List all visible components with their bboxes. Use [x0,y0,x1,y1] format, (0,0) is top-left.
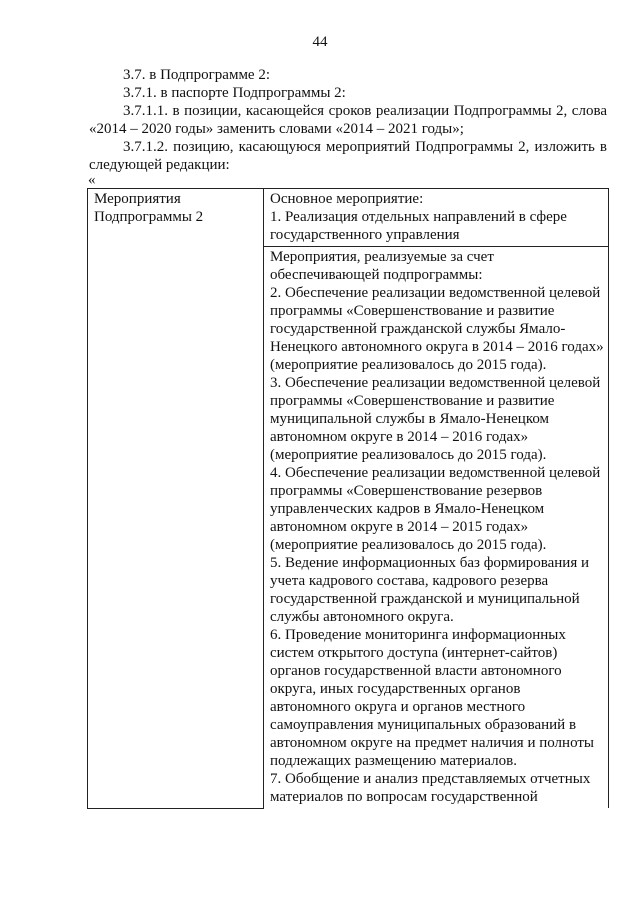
list-item: 5. Ведение информационных баз формирования и учета кадрового состава, кадрового резерва государственной гражданской и муниципальной службы автономного округа. [270,555,589,625]
list-item: 7. Обобщение и анализ представляемых отчетных материалов по вопросам государственной [270,771,591,805]
opening-quote: « [88,172,96,188]
section-3-7: 3.7. в Подпрограмме 2: [123,67,271,83]
left-label: Мероприятия Подпрограммы 2 [94,191,204,225]
left-label-cell [88,189,264,809]
section-3-7-1: 3.7.1. в паспорте Подпрограммы 2: [123,85,346,101]
provision-measures-heading: Мероприятия, реализуемые за счет обеспечивающей подпрограммы: [270,249,494,283]
table-row [88,189,609,247]
list-item: 6. Проведение мониторинга информационных систем открытого доступа (интернет-сайтов) органов государственной власти автономного округа, иных государственных органов автономного округа и органов местного самоуправления муниципальных образований в автономном округе на предмет наличия и полноты подлежащих размещению материалов. [270,627,595,769]
list-item: 4. Обеспечение реализации ведомственной целевой программы «Совершенствование резервов управленческих кадров в Ямало-Ненецком автономном округе в 2014 – 2015 годах» (мероприятие реализовалось до 2015 года). [270,465,601,553]
main-measure-heading: Основное мероприятие: [270,191,424,207]
section-3-7-1-2: 3.7.1.2. позицию, касающуюся мероприятий Подпрограммы 2, изложить в следующей редакции: [89,139,607,173]
list-item: 2. Обеспечение реализации ведомственной целевой программы «Совершенствование и развитие государственной гражданской службы Ямало-Ненецкого автономного округа в 2014 – 2016 годах» (мероприятие реализовалось до 2015 года). [270,285,604,373]
main-measure-cell [264,189,609,247]
list-item: 1. Реализация отдельных направлений в сфере государственного управления [270,209,567,243]
page-number: 44 [312,34,328,50]
list-item: 3. Обеспечение реализации ведомственной целевой программы «Совершенствование и развитие муниципальной службы в Ямало-Ненецком автономном округе в 2014 – 2016 годах» (мероприятие реализовалось до 2015 года). [270,375,601,463]
measures-table [87,188,609,809]
section-3-7-1-1: 3.7.1.1. в позиции, касающейся сроков реализации Подпрограммы 2, слова «2014 – 2020 годы» заменить словами «2014 – 2021 годы»; [89,103,607,137]
provision-measures-cell [264,247,609,809]
